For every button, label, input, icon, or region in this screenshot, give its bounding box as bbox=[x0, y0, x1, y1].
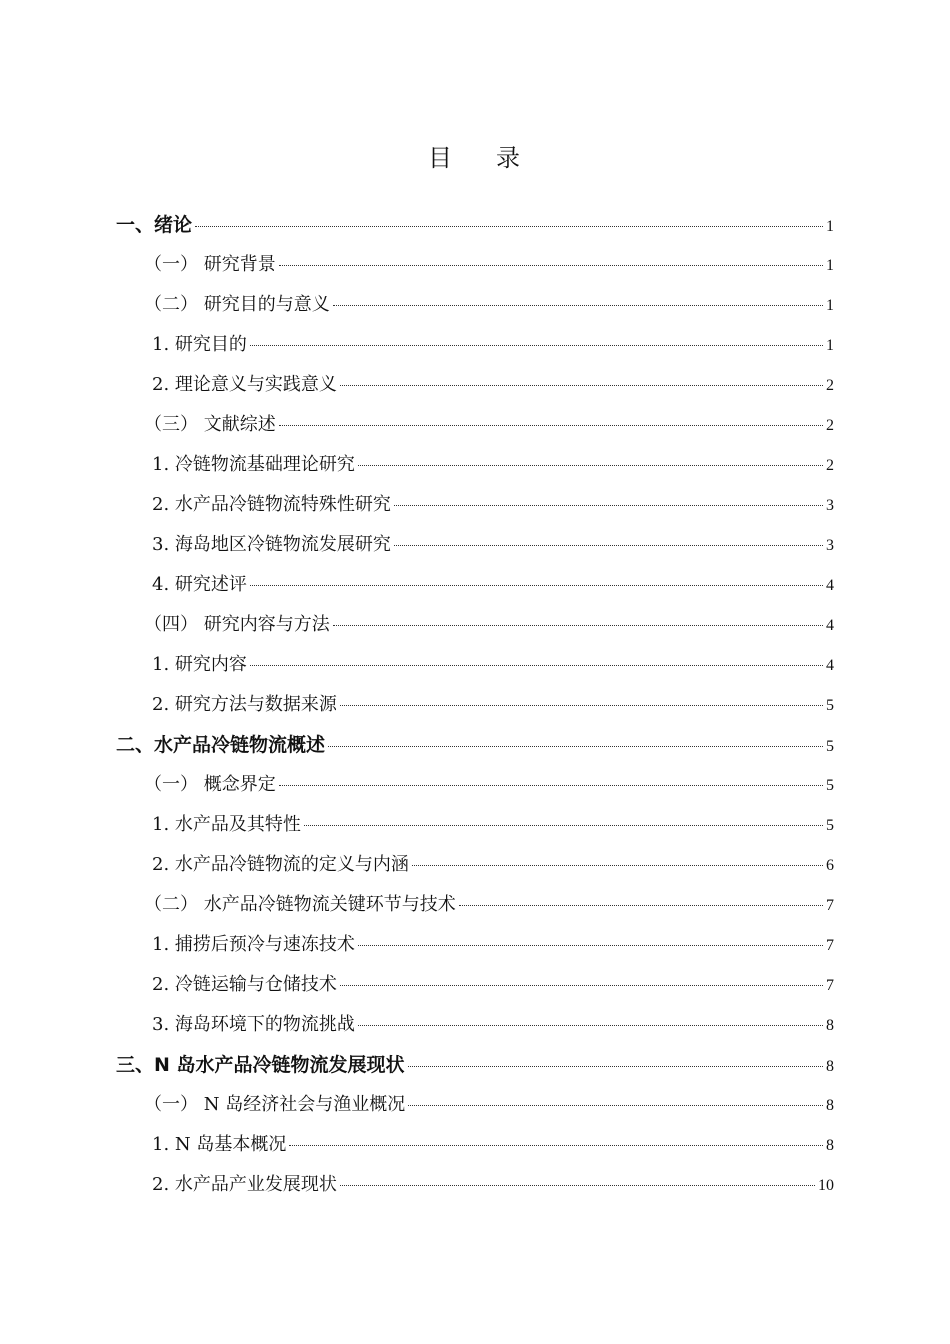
toc-entry[interactable] bbox=[116, 1045, 834, 1085]
toc-entry-page-number: 5 bbox=[826, 817, 834, 834]
toc-entry-page-number: 8 bbox=[826, 1137, 834, 1154]
toc-entry-label: 1. 冷链物流基础理论研究 bbox=[152, 454, 355, 475]
toc-entry[interactable] bbox=[152, 645, 834, 685]
toc-entry-label: 一、绪论 bbox=[116, 214, 193, 236]
toc-entry[interactable] bbox=[152, 565, 834, 605]
toc-entry-label: 1. 研究目的 bbox=[152, 334, 247, 355]
toc-entry-page-number: 8 bbox=[826, 1058, 834, 1075]
toc-entry-page-number: 4 bbox=[826, 577, 834, 594]
toc-entry[interactable] bbox=[152, 845, 834, 885]
dot-leader bbox=[328, 746, 823, 747]
toc-entry-page-number: 5 bbox=[826, 697, 834, 714]
toc-entry[interactable] bbox=[152, 365, 834, 405]
title-part-2: 录 bbox=[496, 144, 522, 172]
toc-entry-page-number: 3 bbox=[826, 497, 834, 514]
toc-entry-page-number: 3 bbox=[826, 537, 834, 554]
toc-entry-label: 1. N 岛基本概况 bbox=[152, 1134, 287, 1155]
dot-leader bbox=[340, 705, 823, 706]
toc-entry[interactable] bbox=[116, 205, 834, 245]
toc-entry[interactable] bbox=[152, 1125, 834, 1165]
toc-entry-page-number: 8 bbox=[826, 1097, 834, 1114]
dot-leader bbox=[340, 385, 823, 386]
toc-entry-label: （一） N 岛经济社会与渔业概况 bbox=[144, 1094, 406, 1115]
toc-entry-page-number: 5 bbox=[826, 777, 834, 794]
toc-entry-page-number: 10 bbox=[818, 1177, 834, 1194]
dot-leader bbox=[250, 665, 823, 666]
toc-entry[interactable] bbox=[144, 885, 834, 925]
toc-entry[interactable] bbox=[152, 805, 834, 845]
dot-leader bbox=[358, 1025, 823, 1026]
toc-entry[interactable] bbox=[152, 525, 834, 565]
toc-entry-page-number: 2 bbox=[826, 417, 834, 434]
toc-entry-page-number: 2 bbox=[826, 377, 834, 394]
toc-entry-label: 1. 研究内容 bbox=[152, 654, 247, 675]
dot-leader bbox=[394, 505, 823, 506]
toc-entry[interactable] bbox=[144, 405, 834, 445]
toc-entry-page-number: 1 bbox=[826, 337, 834, 354]
toc-entry[interactable] bbox=[144, 1085, 834, 1125]
dot-leader bbox=[394, 545, 823, 546]
dot-leader bbox=[459, 905, 823, 906]
dot-leader bbox=[358, 465, 823, 466]
dot-leader bbox=[408, 1066, 823, 1067]
toc-entry-label: 3. 海岛地区冷链物流发展研究 bbox=[152, 534, 391, 555]
toc-entry[interactable] bbox=[152, 1005, 834, 1045]
dot-leader bbox=[279, 265, 823, 266]
toc-entry-label: （二） 水产品冷链物流关键环节与技术 bbox=[144, 894, 456, 915]
toc-entry[interactable] bbox=[152, 1165, 834, 1205]
toc-entry-label: 2. 理论意义与实践意义 bbox=[152, 374, 337, 395]
toc-entry-label: （二） 研究目的与意义 bbox=[144, 294, 330, 315]
dot-leader bbox=[333, 625, 823, 626]
dot-leader bbox=[279, 785, 823, 786]
dot-leader bbox=[333, 305, 823, 306]
toc-entry[interactable] bbox=[152, 325, 834, 365]
toc-entry[interactable] bbox=[152, 485, 834, 525]
toc-entry-label: 二、水产品冷链物流概述 bbox=[116, 734, 326, 756]
toc-entry-label: 1. 捕捞后预冷与速冻技术 bbox=[152, 934, 355, 955]
dot-leader bbox=[408, 1105, 823, 1106]
toc-entry-label: （一） 研究背景 bbox=[144, 254, 276, 275]
toc-entry-page-number: 8 bbox=[826, 1017, 834, 1034]
dot-leader bbox=[250, 585, 823, 586]
toc-entry-page-number: 7 bbox=[826, 897, 834, 914]
toc-entry-label: 2. 水产品产业发展现状 bbox=[152, 1174, 337, 1195]
toc-entry[interactable] bbox=[152, 445, 834, 485]
dot-leader bbox=[340, 985, 823, 986]
toc-entry-label: 三、N 岛水产品冷链物流发展现状 bbox=[116, 1054, 405, 1076]
title-part-1: 目 bbox=[428, 144, 454, 172]
toc-entry-label: 1. 水产品及其特性 bbox=[152, 814, 301, 835]
toc-entry-label: （一） 概念界定 bbox=[144, 774, 276, 795]
toc-entry[interactable] bbox=[152, 685, 834, 725]
toc-entry-label: 2. 水产品冷链物流特殊性研究 bbox=[152, 494, 391, 515]
toc-entry[interactable] bbox=[144, 245, 834, 285]
toc-entry-page-number: 7 bbox=[826, 977, 834, 994]
dot-leader bbox=[304, 825, 823, 826]
toc-entry-label: （四） 研究内容与方法 bbox=[144, 614, 330, 635]
toc-entry-page-number: 2 bbox=[826, 457, 834, 474]
toc-entry-label: 2. 研究方法与数据来源 bbox=[152, 694, 337, 715]
toc-entry-page-number: 1 bbox=[826, 257, 834, 274]
toc-entry-page-number: 1 bbox=[826, 297, 834, 314]
toc-entry-label: 4. 研究述评 bbox=[152, 574, 247, 595]
page-title bbox=[0, 138, 950, 173]
toc-entry-label: （三） 文献综述 bbox=[144, 414, 276, 435]
toc-entry-page-number: 7 bbox=[826, 937, 834, 954]
dot-leader bbox=[340, 1185, 815, 1186]
toc-entry[interactable] bbox=[144, 605, 834, 645]
toc-entry-label: 3. 海岛环境下的物流挑战 bbox=[152, 1014, 355, 1035]
toc-entry-page-number: 4 bbox=[826, 617, 834, 634]
toc-entry-page-number: 5 bbox=[826, 738, 834, 755]
dot-leader bbox=[250, 345, 823, 346]
toc-entry-page-number: 6 bbox=[826, 857, 834, 874]
toc-entry-label: 2. 水产品冷链物流的定义与内涵 bbox=[152, 854, 409, 875]
dot-leader bbox=[279, 425, 823, 426]
toc-entry-page-number: 1 bbox=[826, 218, 834, 235]
toc-entry[interactable] bbox=[152, 965, 834, 1005]
toc-entry[interactable] bbox=[144, 285, 834, 325]
dot-leader bbox=[412, 865, 823, 866]
toc-entry[interactable] bbox=[152, 925, 834, 965]
toc-entry[interactable] bbox=[116, 725, 834, 765]
toc-entry-label: 2. 冷链运输与仓储技术 bbox=[152, 974, 337, 995]
dot-leader bbox=[195, 226, 823, 227]
dot-leader bbox=[358, 945, 823, 946]
toc-entry[interactable] bbox=[144, 765, 834, 805]
dot-leader bbox=[289, 1145, 823, 1146]
toc-entry-page-number: 4 bbox=[826, 657, 834, 674]
